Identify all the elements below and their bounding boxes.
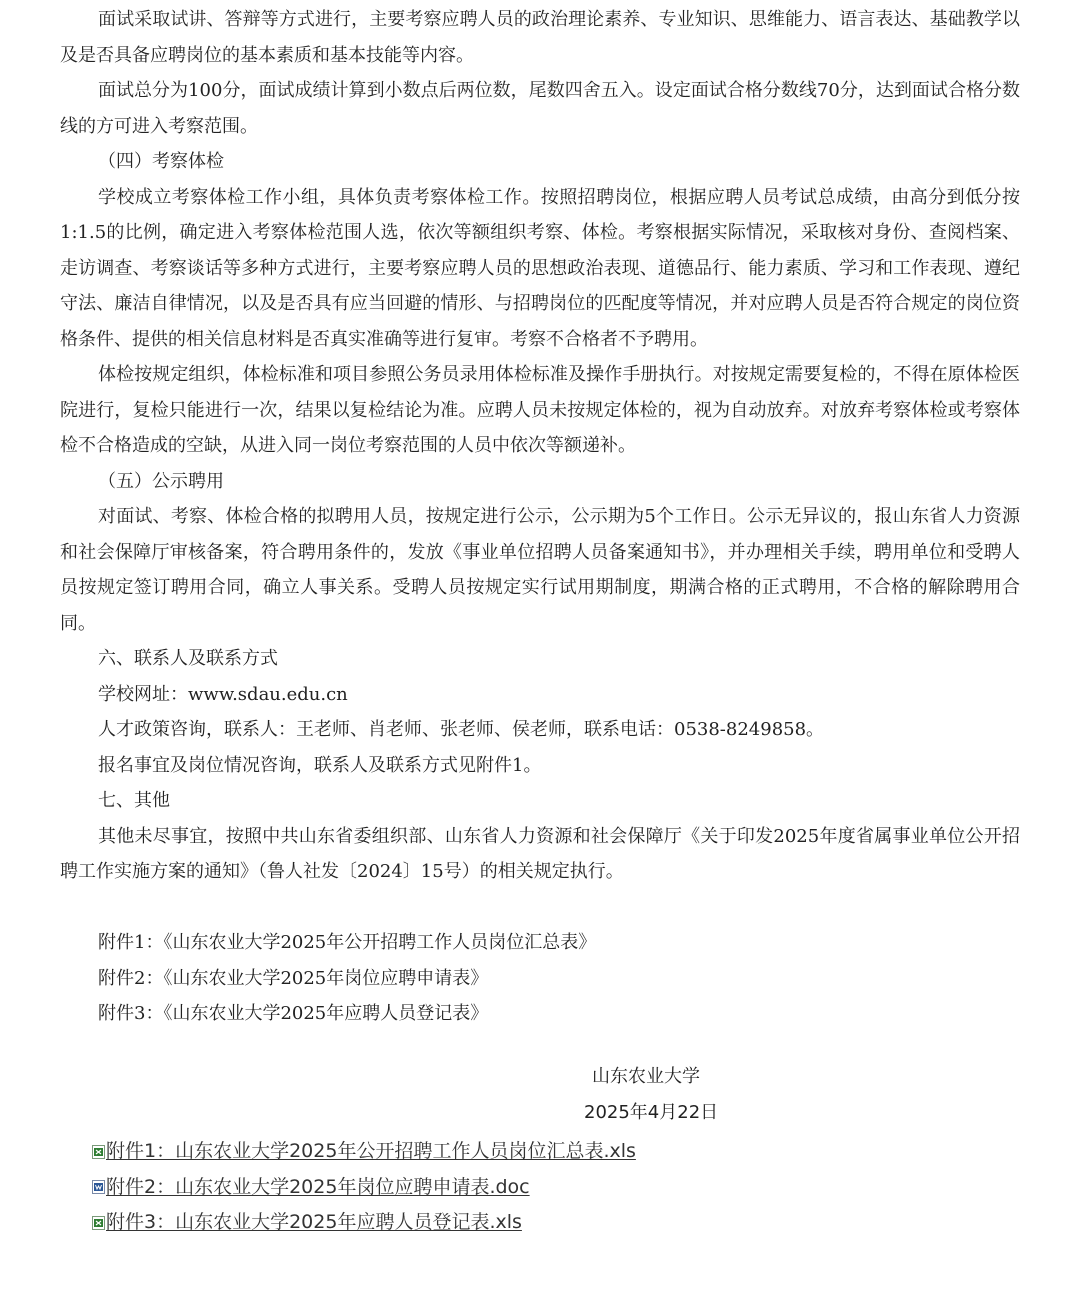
paragraph-announcement: 对面试、考察、体检合格的拟聘用人员，按规定进行公示，公示期为5个工作日。公示无异议的，报山东省人力资源和社会保障厅审核备案，符合聘用条件的，发放《事业单位招聘人员备案通知书》，并办理相关手续，聘用单位和受聘人员按规定签订聘用合同，确立人事关系。受聘人员按规定实行试用期制度，期满合格的正式聘用，不合格的解除聘用合同。 — [60, 506, 1020, 634]
section-heading-announcement: （五）公示聘用 — [98, 470, 224, 492]
excel-file-icon — [92, 1145, 105, 1159]
attachment-text-2: 附件2：《山东农业大学2025年岗位应聘申请表》 — [98, 967, 489, 989]
paragraph-physical-exam: 体检按规定组织，体检标准和项目参照公务员录用体检标准及操作手册执行。对按规定需要复检的，不得在原体检医院进行，复检只能进行一次，结果以复检结论为准。应聘人员未按规定体检的，视为自动放弃。对放弃考察体检或考察体检不合格造成的空缺，从进入同一岗位考察范围的人员中依次等额递补。 — [60, 364, 1020, 456]
attachment-link-2[interactable] — [92, 1170, 636, 1206]
contact-website: 学校网址：www.sdau.edu.cn — [98, 683, 348, 705]
attachment-link-2-label[interactable]: 附件2：山东农业大学2025年岗位应聘申请表.doc — [106, 1175, 530, 1198]
attachment-link-3-label[interactable]: 附件3：山东农业大学2025年应聘人员登记表.xls — [106, 1211, 522, 1233]
notice-body — [60, 2, 1020, 1032]
paragraph-interview-score: 面试总分为100分，面试成绩计算到小数点后两位数，尾数四舍五入。设定面试合格分数线70分，达到面试合格分数线的方可进入考察范围。 — [60, 80, 1020, 137]
section-heading-contact: 六、联系人及联系方式 — [98, 648, 278, 669]
attachment-link-3[interactable] — [92, 1205, 636, 1241]
attachment-link-1-label[interactable]: 附件1：山东农业大学2025年公开招聘工作人员岗位汇总表.xls — [106, 1140, 636, 1162]
excel-file-icon — [92, 1216, 105, 1230]
contact-registration: 报名事宜及岗位情况咨询，联系人及联系方式见附件1。 — [98, 754, 542, 776]
attachment-text-3: 附件3：《山东农业大学2025年应聘人员登记表》 — [98, 1003, 489, 1024]
attachment-text-1: 附件1：《山东农业大学2025年公开招聘工作人员岗位汇总表》 — [98, 932, 597, 953]
section-heading-inspection: （四）考察体检 — [98, 151, 224, 172]
word-file-icon — [92, 1180, 105, 1194]
paragraph-other: 其他未尽事宜，按照中共山东省委组织部、山东省人力资源和社会保障厅《关于印发2025年度省属事业单位公开招聘工作实施方案的通知》（鲁人社发〔2024〕15号）的相关规定执行。 — [60, 825, 1020, 882]
attachment-link-1[interactable] — [92, 1134, 636, 1170]
paragraph-inspection: 学校成立考察体检工作小组，具体负责考察体检工作。按照招聘岗位，根据应聘人员考试总成绩，由高分到低分按1:1.5的比例，确定进入考察体检范围人选，依次等额组织考察、体检。考察根据实际情况，采取核对身份、查阅档案、走访调查、考察谈话等多种方式进行，主要考察应聘人员的思想政治表现、道德品行、能力素质、学习和工作表现、遵纪守法、廉洁自律情况，以及是否具有应当回避的情形、与招聘岗位的匹配度等情况，并对应聘人员是否符合规定的岗位资格条件、提供的相关信息材料是否真实准确等进行复审。考察不合格者不予聘用。 — [60, 186, 1020, 350]
signature-date: 2025年4月22日 — [584, 1102, 719, 1123]
section-heading-other: 七、其他 — [98, 790, 170, 811]
paragraph-interview-method: 面试采取试讲、答辩等方式进行，主要考察应聘人员的政治理论素养、专业知识、思维能力、语言表达、基础教学以及是否具备应聘岗位的基本素质和基本技能等内容。 — [60, 9, 1020, 66]
attachment-download-list — [92, 1134, 636, 1241]
contact-policy: 人才政策咨询，联系人：王老师、肖老师、张老师、侯老师，联系电话：0538-8249858。 — [98, 719, 825, 740]
spacer — [60, 890, 1020, 926]
signature-organization: 山东农业大学 — [592, 1066, 700, 1087]
